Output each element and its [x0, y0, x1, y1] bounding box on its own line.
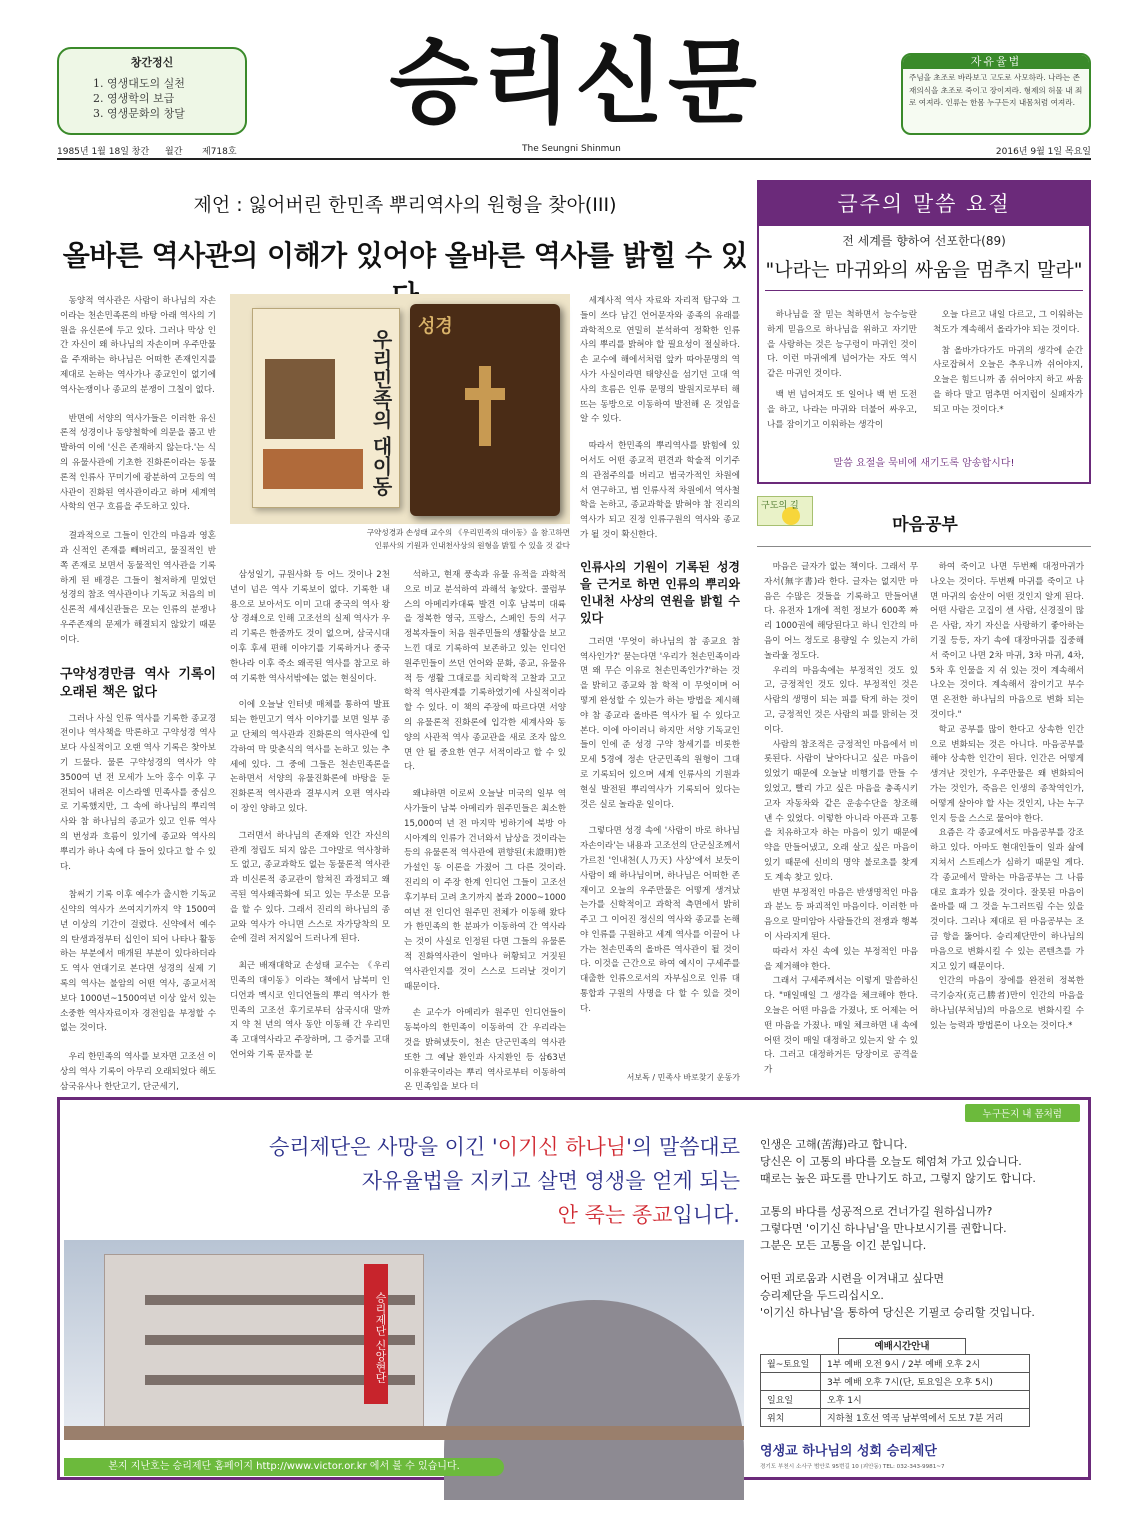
issue-number: 제718호 — [202, 147, 237, 157]
image-caption: 구약성경과 손성태 교수의 《우리민족의 대이동》을 참고하면 인류사의 기원과 인내천사상의 원형을 밝힐 수 있을 것 같다 — [366, 528, 570, 550]
mind-paragraph: 인간의 마음이 장에를 완전히 정복한 극기승자(克己勝者)만이 인간의 마음을 하나님(부처님)의 마음으로 변화시킬 수 있는 능력과 방법론이 나오는 것이다.* — [930, 976, 1084, 1031]
article-byline: 서보독 / 민족사 바로찾기 운동가 — [626, 1073, 740, 1082]
mind-paragraph: 학교 공부를 많이 한다고 상속한 인간으로 변화되는 것은 아니다. 마음공부를 해야 상속한 인간이 된다. 인간은 어떻게 생겨난 것인가, 우주만물은 왜 변화되어 가는 것인가, 죽음은 인생의 종착역인가, 어떻게 살아야 할 사는 것인지, 나는 누구인지 등을 스스로 물어야 한다. — [930, 724, 1084, 824]
ad-text: 고통의 바다를 성공적으로 건너가길 원하십니까? — [760, 1205, 993, 1218]
article-headline: 올바른 역사관의 이해가 있어야 올바른 역사를 밝힐 수 있 — [62, 239, 748, 272]
mind-paragraph: 우리의 마음속에는 부정적인 것도 있고, 긍정적인 것도 있다. 부정적인 것은 사람의 생명이 되는 피를 탁게 하는 것이고, 긍정적인 것은 사람의 피를 맑히는 것이다. — [764, 665, 918, 735]
founding-item: 3. 영생문화의 창달 — [93, 107, 185, 120]
article-paragraph: 석하고, 현재 풍속과 유물 유적을 과학적으로 비교 분석하여 과해석 놓았다. 콜럼부스의 아메리카대륙 발견 이후 남북미 대륙을 정복한 영국, 프랑스, 스페인 등의 서구 정복자들이 처음 원주민들의 생활상을 보고 느낀 대로 기록하여 보존하고 있는 인디언 원주민들이 쓰던 언어와 문화, 종교, 유물유적 등 생활 그대로를 치리학적 고찰과 고고학적 역사관계를 기록하였기에 사실적이라 할 수 있다. 이 책의 주장에 따르다면 서양의 유물론적 진화론에 입각한 세계사와 동양의 사관적 역사 종교관을 새로 조자 않으면 안 될 중요한 연구 서적이라고 할 수 있다. — [404, 570, 566, 773]
schedule-day: 위치 — [761, 1409, 821, 1427]
ad-text: 그렇다면 '이기신 하나님'을 만나보시기를 권합니다. — [760, 1222, 1007, 1235]
ad-text: 그분은 모든 고통을 이긴 분입니다. — [760, 1239, 927, 1252]
ad-headline-text: '의 말씀대로 — [626, 1135, 740, 1159]
mind-col-1 — [764, 560, 918, 1076]
article-paragraph: 이에 오늘날 인터넷 매체를 통하여 발표되는 한민고기 역사 이야기를 보면 일부 종교 단체의 역사관과 진화론의 역사관에 입각하여 막 맞춘식의 역사를 논하고 있는 추세에 있다. 그 중에 그들은 천손민족론을 논하면서 서양의 유물진화론에 바탕을 둔 진화론적 역사관과 결부시켜 오편 역사라이 장인 양하고 있다. — [230, 700, 390, 814]
article-paragraph: 그러면 '무엇이 하나님의 참 종교요 참 역사인가?' 묻는다면 '우리가 천손민족이라면 왜 무슨 이유로 천손민족인가?'하는 것을 밝히고 종교와 참 학적 이 무엇이며 어떻게 완성할 수 있는가 하는 방법을 제시해야 참 종교라 올바른 역사가 될 수 있다고 본다. 이에 아이러니 하지만 서양 기독교인들이 인에 준 성경 구약 창세기를 비롯한 모세 5경에 정손 단군민족의 원형이 그대로 기록되어 있으며 세계 인류사의 기원과 현실 발전된 뿌리역사가 기록되어 있다는 것은 실로 놀라운 일이다. — [580, 636, 740, 810]
mind-tag — [757, 496, 813, 526]
article-paragraph: 결과적으로 그들이 인간의 마음과 영혼과 신적인 존재를 빼버리고, 물질적인 반쪽 존재로 보면서 동물적인 역사관을 기록하게 된 배경은 그들이 철저하게 믿었던 성경의 참조 역사관이나 기독교 처음의 비신론적 세세신관들은 모는 인류의 분쟁나 우주존재의 문제가 해결되지 않았기 때문이다. — [60, 531, 216, 645]
schedule-detail: 1부 예배 오전 9시 / 2부 예배 오후 2시 — [821, 1355, 1030, 1373]
free-law-title: 자유율법 — [903, 55, 1089, 69]
org-address: 경기도 부천시 소사구 범안로 95번길 10 (괴안동) TEL: 032-343-9981~7 — [760, 1464, 945, 1470]
founding-spirit-box — [57, 47, 247, 135]
building-sign: 승리제단 신앙현단 — [364, 1264, 388, 1404]
schedule-detail: 오후 1시 — [821, 1391, 1030, 1409]
issue-type: 월간 — [165, 147, 183, 157]
ad-text: 인생은 고해(苦海)라고 합니다. — [760, 1138, 908, 1151]
sermon-quote: "나라는 마귀와의 싸움을 멈추지 말라" — [765, 259, 1083, 281]
article-paragraph: 반면에 서양의 역사가들은 이러한 유신론적 성경이나 동양철학에 의문을 품고 반발하여 이에 '신은 존재하지 않는다.'는 식의 유물사관에 기초한 진화론이라는 동물론적 인류사 꾸미기에 광분하여 고등의 역사관이 진화된 역사관이라고 하며 세계역사학의 연구 흐름을 주도하고 있다. — [60, 413, 216, 513]
mind-paragraph: 사람의 참조적은 긍정적인 마음에서 비롯된다. 사람이 날아다니고 싶은 마음이 있었기 때문에 오늘날 비행기를 만들 수 있었고, 빨리 가고 싶은 마음을 충족시키고자 자동차와 같은 운송수단을 창조해 낸 수 있었다. 이렇한 아니라 아픈과 고통을 치유하고자 하는 마음이 있기 때문에 약을 만들어냈고, 오래 살고 싶은 마음이 있기 때문에 신비의 명약 불로초를 찾게도 계속 찾고 있다. — [764, 739, 918, 883]
article-paragraph: 따라서 한민족의 뿌리역사를 밝힘에 있어서도 어떤 종교적 편견과 학술적 이기주의 관점주의를 버리고 범국가적인 차원에서 연구하고, 범 인류사적 차원에서 역사철학을 논하고, 종교과학을 밝혀야 참 진리의 역사가 되고 진정 인류구원의 역사와 종교가 될 것이 확신한다. — [580, 441, 740, 540]
mind-paragraph: 마음은 글자가 없는 책이다. 그래서 무자서(無字書)라 한다. 글자는 없지만 마음은 수많은 것들을 기록하고 만들어낸다. 유전자 1개에 적힌 정보가 600쪽 짜리 1000권에 해당된다고 하니 인간의 마음이 어느 정도로 용량일 수 있는지 가히 놀라울 정도다. — [764, 562, 918, 661]
ad-headline-text: 승리제단은 사망을 이긴 ' — [269, 1135, 498, 1159]
free-law-text: 주님을 초조로 바라보고 고도로 사모하라. 나라는 존재의식을 초조로 죽이고 장이져라. 형제의 허물 내 죄로 여져라. 인류는 한몸 누구든지 내몸처럼 여져라. — [909, 73, 1083, 107]
sermon-text: 백 번 넘어져도 또 일어나 백 번 도전을 하고, 나라는 마귀와 더불어 싸우고, 나를 잠이기고 이워하는 생각이 — [767, 389, 917, 430]
article-paragraph: 그렇다면 성경 속에 '사람이 바로 하나님 자손이라'는 내용과 고조선의 단군실조께서 가르친 '인내천(人乃天) 사상'에서 보듯이 사람이 왜 하나님이며, 하나님은 어떠한 존재이고 오늘의 우주만물은 어떻게 생겨났는가를 신학적이고 과학적 측면에서 밝히주고 그 이어진 정신의 역사와 종교를 논해야 인류를 구원하고 세계 역사를 이끌어 나가는 천손민족의 올바른 역사관이 될 것이다. 이것을 근간으로 하여 예시이 구세주를 대출한 인류으로서의 자부심으로 인류 대통합과 구원의 사명을 다 할 수 있을 것이다. — [580, 826, 740, 1014]
article-subheading: 인류사의 기원이 기록된 성경을 근거로 하면 인류의 뿌리와 인내천 사상의 연원을 밝힐 수 있다 — [580, 559, 740, 625]
article-paragraph: 삼성일기, 규원사화 등 어느 것이나 2천년이 넘은 역사 기록보이 없다. 기록한 내용으로 보아서도 이미 고대 중국의 역사 왕상 경쇄으로 인해 고조선의 실제 역사가 우리 기록은 한줌까도 것이 없으며, 삼국시대 이후 후세 편해 이야기를 기록하거나 중국 한나라 이후 죽소 왜곡된 역사를 참고로 하여 기록한 역사서밖에는 없는 현실이다. — [230, 570, 390, 684]
sermon-text: 참 올바가다가도 마귀의 생각에 순간 사로잡혀서 오늘은 추우니까 쉬어야지, 오늘은 힘드니까 좀 쉬어야지 하고 싸움을 하다 말고 멈추면 어지럽이 실패자가 되고 마는 것이다.* — [933, 345, 1083, 415]
ad-footer: 본지 지난호는 승리제단 홈페이지 http://www.victor.or.kr 에서 볼 수 있습니다. — [64, 1458, 504, 1476]
sermon-subtitle: 전 세계를 향하여 선포한다(89) — [842, 234, 1006, 248]
founding-spirit-title: 창간정신 — [130, 56, 174, 69]
mind-paragraph: 하여 죽이고 나면 두번째 대정마귀가 나오는 것이다. 두번째 마귀를 죽이고 나면 마귀의 숨산이 어떤 것인지 알게 된다. 어떤 사람은 고집이 센 사람, 신경질이 많은 사람, 자기 자신을 사랑하기 좋아하는 기질 등등, 자기 속에 대장마귀를 집중해서 죽이고 나면 2차 마귀, 3차 마귀, 4차, 5차 후 인물을 지 쉬 있는 것이 계속해서 나오는 것이다. 계속해서 잠이기고 부수면 온전한 하나님의 마음으로 변화 되는 것이다." — [930, 562, 1084, 720]
sermon-footer: 말씀 요절을 묵비에 새기도록 암송합시다! — [833, 458, 1015, 469]
org-name: 영생교 하나님의 성회 승리제단 — [760, 1444, 937, 1459]
ad-text: '이기신 하나님'을 통하여 당신은 기필코 승리할 것입니다. — [760, 1306, 1035, 1319]
article-image — [230, 294, 570, 524]
ad-headline-3 — [220, 1198, 740, 1232]
bible-title: 성경 — [418, 316, 453, 337]
bible-image — [410, 304, 560, 516]
article-col-2 — [230, 568, 390, 1114]
article-paragraph: 그러면서 하나님의 존재와 인간 자신의 관계 정립도 되지 않은 그야말로 역사창하도 없고, 종교과학도 없는 동물론적 역사관과 비신론적 종교관이 함쳐진 과정되고 왜곡된 역사왜곡화에 되고 있는 무소문 모음을 할 수 있다. 그래서 진리의 하나님의 종교와 역사가 아니면 스스로 자가당착의 모순에 걸려 저지잃어 드러나게 된다. — [230, 830, 390, 945]
article-paragraph: 우리 한민족의 역사를 보자면 고조선 이상의 역사 기록이 아무리 오래되었다 해도 삼국유사나 한단고기, 단군세기, — [60, 1052, 216, 1092]
mind-paragraph: 그래서 구세주께서는 이렇게 말씀하신다. "매일매일 그 생각을 체크해야 한다. 오늘은 어떤 마음을 가졌나, 또 어제는 어떤 마음을 가졌나. 매일 체크하면 내 속에 어떤 것이 매일 대정하고 있는지 알 수 있다. 그러고 대정하거든 당장이로 공격을 가 — [764, 976, 918, 1076]
article-paragraph: 참써기 기록 이후 예수가 출시한 기독교 신약의 역사가 쓰여지기까지 약 1500여 년 이상의 기간이 걸렸다. 신약에서 예수의 탄생과정부터 십인이 되어 나타나 활동하는 부분에서 매개된 부분이 있다하더라도 역사 연대기로 본다면 성경의 실제 기록의 역사는 불암의 어떤 역사, 종교서적보다 1000년~1500여년 이상 앞서 있는 소중한 역사자료이자 경전임을 부정할 수 없는 것이다. — [60, 890, 216, 1034]
article-col-1 — [60, 294, 216, 1114]
schedule-day: 일요일 — [761, 1391, 821, 1409]
article-col-4 — [580, 294, 740, 1064]
article-paragraph: 최근 배재대학교 손성태 교수는 《우리민족의 대이동》이라는 책에서 남북미 인디언과 멕시코 인디언들의 뿌리 역사가 한민족의 고조선 후기로부터 삼국시대 말까지 약 천 년의 역사 동안 이동해 간 우리민족 고대역사라고 주장하며, 그 증거를 고대 언어와 기록 문자를 분 — [230, 961, 390, 1060]
ad-text: 때로는 높은 파도를 만나기도 하고, 그렇지 않기도 합니다. — [760, 1172, 1036, 1185]
article-paragraph: 그러나 사실 인류 역사를 기록한 종교경전이나 역사책을 막론하고 구약성경 역사보다 사실적이고 오랜 역사 기록은 찾아보기 드물다. 물론 구약성경의 역사가 약 3500여 년 전 모세가 노아 홍수 이후 구전되어 내려온 이스라엘 민족사를 중심으로 기록했지만, 그 속에 하나님의 뿌리역사와 참 하나님의 종교가 있고 인류 역사의 번성과 흐름이 있기에 종교와 역사의 뿌리가 하나 속에 다 들어 있다고 할 수 있다. — [60, 713, 216, 872]
schedule-title: 예배시간안내 — [838, 1338, 966, 1354]
article-subheading: 구약성경만큼 역사 기록이 오래된 책은 없다 — [60, 666, 216, 700]
schedule-row — [761, 1409, 1030, 1427]
ad-frame — [57, 1097, 1091, 1480]
book-cover — [252, 308, 400, 508]
ad-headline-highlight: 이기신 하나님 — [497, 1135, 627, 1159]
masthead-rule — [57, 158, 1091, 160]
free-law-box — [901, 53, 1091, 135]
newspaper-logo: 승리신문 — [389, 29, 761, 136]
ad-headline-text: 입니다. — [672, 1203, 740, 1227]
founding-item: 2. 영생학의 보급 — [93, 92, 175, 105]
schedule-day: 월~토요일 — [761, 1355, 821, 1373]
schedule-row — [761, 1373, 1030, 1391]
ad-headline-1 — [220, 1130, 740, 1164]
schedule-row — [761, 1391, 1030, 1409]
schedule-row — [761, 1355, 1030, 1373]
english-name: The Seungni Shinmun — [522, 144, 621, 154]
mind-paragraph: 요즘은 각 종교에서도 마음공부를 강조하고 있다. 아마도 현대인들이 일과 삶에 지쳐서 스트레스가 심하기 때문일 게다. 각 종교에서 말하는 마음공부는 그 나름대로 효과가 있을 것이다. 잘못된 마음이 올바를 때 그 것을 누그러뜨림 수는 있을 것이다. 그러나 제대로 된 마음공부는 조금 항을 뚫어다. 승리제단만이 하나님의 마음으로 변화시킬 수 있는 콘텐츠를 가지고 있기 때문이다. — [930, 828, 1084, 972]
ad-text: 승리제단을 두드리십시오. — [760, 1289, 884, 1302]
schedule-day — [761, 1373, 821, 1391]
schedule-detail: 지하철 1호선 역곡 남부역에서 도보 7분 거리 — [821, 1409, 1030, 1427]
schedule-detail: 3부 예배 오후 7시(단, 토요일은 오후 5시) — [821, 1373, 1030, 1391]
ad-text: 당신은 이 고통의 바다를 오늘도 헤엄쳐 가고 있습니다. — [760, 1155, 1022, 1168]
founded-date: 1985년 1월 18일 창간 — [57, 147, 150, 157]
article-paragraph: 세계사적 역사 자료와 자리적 탐구와 그들이 쓰다 남긴 언어문자와 종족의 유래를 과학적으로 연밀히 분석하여 정확한 인류사의 뿌리를 밝혀야 할 필요성이 절실하다. 손 교수에 해에서처럼 앞카 따아문명의 역사가 사실이라면 태양신을 섬기던 고대 역사의 흐름은 인류 문명의 발원지로부터 해뜨는 동방으로 이동하여 발전해 온 것임을 알 수 있다. — [580, 296, 740, 425]
mind-paragraph: 반면 부정적인 마음은 반생명적인 마음과 분노 등 파괴적인 마음이다. 이러한 마음으로 말미암아 사람들간의 전쟁과 행복이 사라지게 된다. — [764, 887, 918, 942]
sermon-text: 하나님을 잘 믿는 척하면서 능수능란하게 믿음으로 하나님을 위하고 자기만을 사랑하는 것은 능구렁이 마귀인 것이다. 이런 마귀에게 넘어가는 자도 역시 같은 마귀인 것이다. — [767, 310, 917, 380]
article-kicker: 제언 : 잃어버린 한민족 뿌리역사의 원형을 찾아(III) — [193, 194, 617, 216]
issue-date: 2016년 9월 1일 목요일 — [995, 147, 1091, 157]
mind-tag-label: 구도의 길 — [761, 501, 799, 511]
article-paragraph: 왜냐하면 이로써 오늘날 미국의 일부 역사가들이 남북 아메리카 원주민들은 최소한 15,000여 년 전 마지막 빙하기에 북방 아시아계의 인류가 건너와서 남상을 것이라는 등의 유물론적 역사관에 편향된(未證明)한 가설인 동 이론을 가졌어 그 다른 것이라. 진리의 이 주장 한계 인디언 그들이 고조선 후기부터 고려 초기까지 볼과 2000~1000여년 전 인디언 원주민 전체가 이동해 왔다가 한민족의 한 분파가 이동하여 간 역사라는 것이 사실로 인정된 다면 그들의 유물론적 진화역사관이 얼마나 허황되고 거짓된 역사관인지를 것이 스스로 드러날 것이기 때문이다. — [404, 789, 566, 992]
ad-text: 어떤 괴로움과 시련을 이겨내고 싶다면 — [760, 1272, 945, 1285]
mind-paragraph: 따라서 자신 속에 있는 부정적인 마음을 제거해야 한다. — [764, 946, 918, 972]
article-paragraph: 동양적 역사관은 사람이 하나님의 자손이라는 천손민족론의 바탕 아래 역사의 기원을 유신론에 두고 있다. 그러나 막상 인간 자신이 왜 하나님의 자손이며 우주만물을 주재하는 하나님은 어떠한 존재인지를 제대로 논하는 역사가나 종교인이 없기에 역사논쟁이나 종교의 분쟁이 그칠이 없다. — [60, 296, 216, 395]
sermon-text: 오늘 다르고 내일 다르고, 그 이워하는 척도가 계속해서 올라가야 되는 것이다. — [933, 310, 1083, 335]
founding-item: 1. 영생대도의 실천 — [93, 77, 185, 90]
book-title: 우리민족의 대이동 — [369, 329, 393, 496]
schedule-table — [760, 1354, 1030, 1427]
ad-headline-highlight: 안 죽는 종교 — [557, 1203, 673, 1227]
article-col-3 — [404, 568, 566, 1114]
sermon-box — [757, 180, 1091, 484]
article-paragraph: 손 교수가 아메리카 원주민 인디언들이 동북아의 한민족이 이동하여 간 우리라는 것을 밝혀냈듯이, 천손 단군민족의 역사관 또한 그 예날 환인과 사지환인 등 삼63년 이유환국이라는 뿌리 역사로부터 이동하여 온 민족임을 보다 더 — [404, 1008, 566, 1093]
mind-title: 마음공부 — [892, 515, 958, 535]
mind-col-2 — [930, 560, 1084, 1070]
ad-corner-tag: 누구든지 내 몸처럼 — [965, 1104, 1080, 1122]
cross-icon — [465, 366, 505, 446]
worship-schedule — [760, 1338, 1030, 1427]
building-photo — [64, 1240, 744, 1440]
ad-headline-2: 자유율법을 지키고 살면 영생을 얻게 되는 — [361, 1169, 740, 1193]
sermon-banner: 금주의 말씀 요절 — [759, 182, 1089, 226]
